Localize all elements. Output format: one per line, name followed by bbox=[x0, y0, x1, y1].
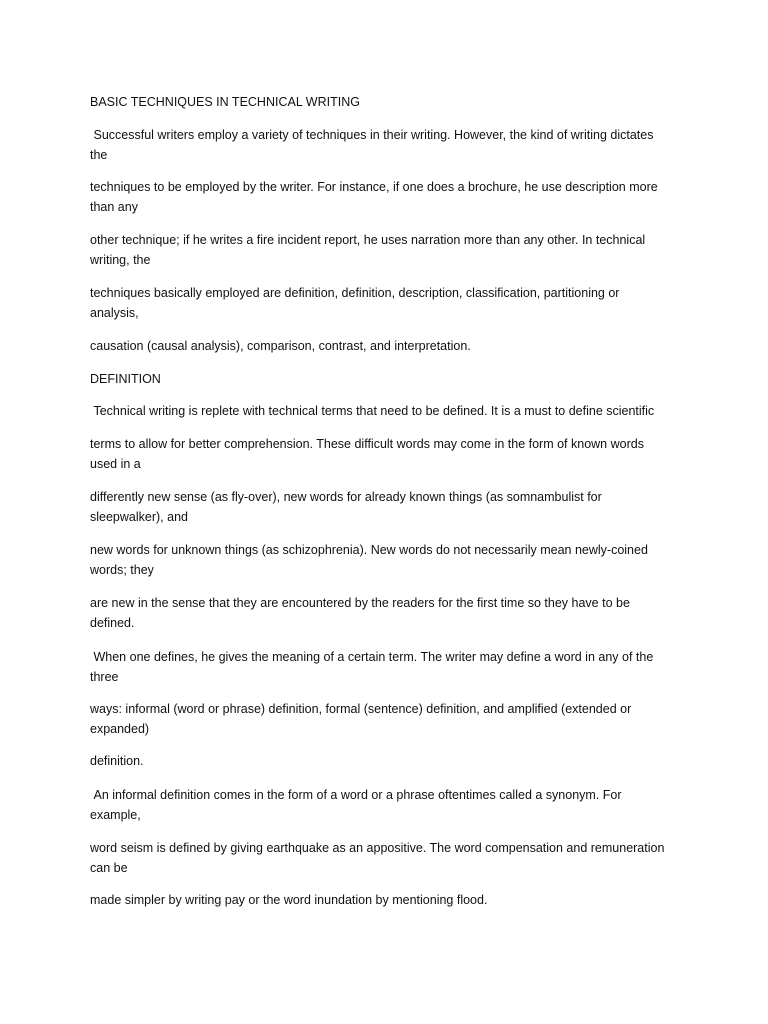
paragraph: are new in the sense that they are encountered by the readers for the first time so they have to be defined. bbox=[90, 596, 630, 630]
paragraph: definition. bbox=[90, 754, 144, 768]
paragraph: An informal definition comes in the form of a word or a phrase oftentimes called a synonym. For example, bbox=[90, 788, 622, 822]
paragraph: differently new sense (as fly-over), new words for already known things (as somnambulist for sleepwalker), and bbox=[90, 490, 602, 524]
paragraph: techniques basically employed are definition, definition, description, classification, partitioning or analysis, bbox=[90, 286, 620, 320]
document-heading: BASIC TECHNIQUES IN TECHNICAL WRITING bbox=[90, 95, 360, 109]
paragraph: Successful writers employ a variety of techniques in their writing. However, the kind of writing dictates the bbox=[90, 128, 654, 162]
paragraph: made simpler by writing pay or the word inundation by mentioning flood. bbox=[90, 893, 488, 907]
section-heading-definition: DEFINITION bbox=[90, 372, 161, 386]
paragraph: techniques to be employed by the writer. For instance, if one does a brochure, he use description more than any bbox=[90, 180, 658, 214]
paragraph: terms to allow for better comprehension. These difficult words may come in the form of known words used in a bbox=[90, 437, 644, 471]
paragraph: ways: informal (word or phrase) definition, formal (sentence) definition, and amplified (extended or expanded) bbox=[90, 702, 632, 736]
paragraph: new words for unknown things (as schizophrenia). New words do not necessarily mean newly-coined words; they bbox=[90, 543, 648, 577]
paragraph: word seism is defined by giving earthquake as an appositive. The word compensation and remuneration can be bbox=[90, 841, 665, 875]
paragraph: When one defines, he gives the meaning of a certain term. The writer may define a word in any of the three bbox=[90, 650, 654, 684]
paragraph: causation (causal analysis), comparison, contrast, and interpretation. bbox=[90, 339, 471, 353]
paragraph: other technique; if he writes a fire incident report, he uses narration more than any other. In technical writing, the bbox=[90, 233, 646, 267]
paragraph: Technical writing is replete with technical terms that need to be defined. It is a must to define scientific bbox=[90, 404, 655, 418]
